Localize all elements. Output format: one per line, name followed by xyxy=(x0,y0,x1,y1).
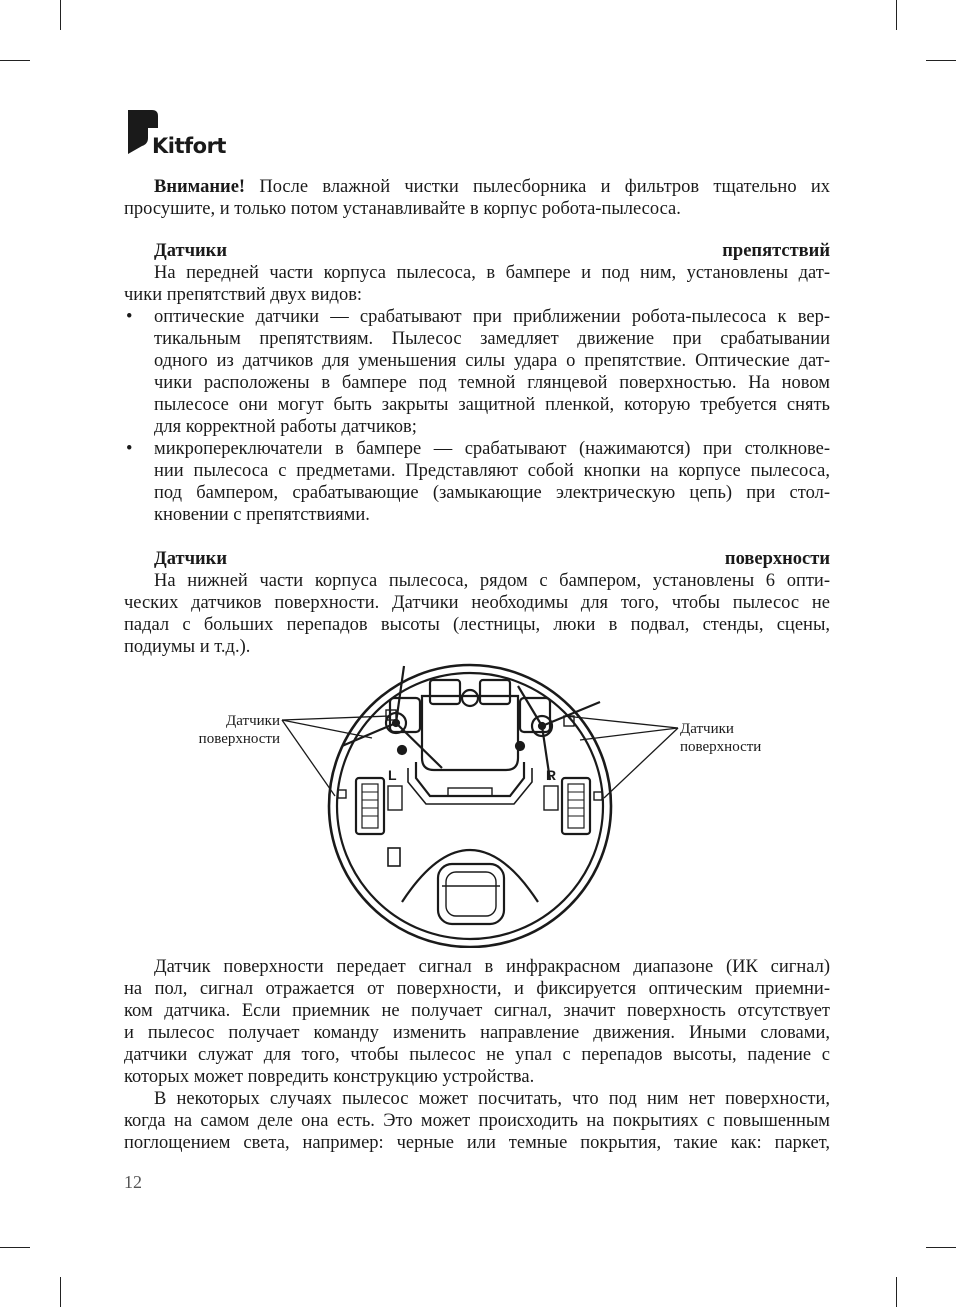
text-line: пылесосе они могут быть закрыты защитной пленкой, которую требуется снять xyxy=(154,395,830,415)
body-section xyxy=(124,956,830,1154)
list-item xyxy=(124,306,830,438)
robot-bottom-diagram xyxy=(180,658,780,948)
text-line: и пылесос получает команду изменить направление движения. Иными словами, xyxy=(124,1023,830,1043)
warning-text: После влажной чистки пылесборника и фильтров тщательно их xyxy=(245,177,830,197)
text-line: тикальным препятствиям. Пылесос замедляет движение при срабатывании xyxy=(154,329,830,349)
label-right: Датчики поверхности xyxy=(680,721,762,755)
text-line: микропереключатели в бампере — срабатывают (нажимаются) при столкнове- xyxy=(154,439,830,459)
bullet: • xyxy=(126,439,133,459)
bullet: • xyxy=(126,307,133,327)
text-line: подиумы и т.д.). xyxy=(124,637,251,657)
crop-mark xyxy=(896,0,897,30)
section-heading: Датчики препятствий xyxy=(154,241,830,261)
wheel-left-label: L xyxy=(388,767,397,783)
warning-block xyxy=(124,176,830,220)
text-line: На нижней части корпуса пылесоса, рядом с бампером, установлены 6 опти- xyxy=(154,571,830,591)
text-line: В некоторых случаях пылесос может посчитать, что под ним нет поверхности, xyxy=(154,1089,830,1109)
text-line: датчики служат для того, чтобы пылесос не упал с перепадов высоты, падение с xyxy=(124,1045,830,1065)
kitfort-logo xyxy=(126,108,236,160)
crop-mark xyxy=(0,60,30,61)
text-line: На передней части корпуса пылесоса, в бампере и под ним, установлены дат- xyxy=(154,263,830,283)
text-line: для корректной работы датчиков; xyxy=(154,417,417,437)
text-line: когда на самом деле она есть. Это может происходить на покрытиях с повышенным xyxy=(124,1111,830,1131)
warning-label: Внимание! xyxy=(154,177,246,197)
text-line: кновении с препятствиями. xyxy=(154,505,370,525)
text-line: чики расположены в бампере под темной глянцевой поверхностью. На новом xyxy=(154,373,830,393)
crop-mark xyxy=(926,60,956,61)
list-item xyxy=(124,438,830,526)
wheel-right-label: R xyxy=(546,767,557,783)
text-line: ком датчика. Если приемник не получает сигнал, значит поверхность отсутствует xyxy=(124,1001,830,1021)
text-line: ческих датчиков поверхности. Датчики необходимы для того, чтобы пылесос не xyxy=(124,593,830,613)
text-line: нии пылесоса с предметами. Представляют собой кнопки на корпусе пылесоса, xyxy=(154,461,830,481)
label-left: Датчики поверхности xyxy=(198,713,280,747)
text-line: одного из датчиков для уменьшения силы удара о препятствие. Оптические дат- xyxy=(154,351,830,371)
warning-text: просушите, и только потом устанавливайте в корпус робота-пылесоса. xyxy=(124,199,681,219)
crop-mark xyxy=(60,0,61,30)
obstacle-section xyxy=(124,240,830,526)
crop-mark xyxy=(926,1247,956,1248)
crop-mark xyxy=(896,1277,897,1307)
robot-vacuum-illustration xyxy=(180,658,780,948)
text-line: которых может повредить конструкцию устройства. xyxy=(124,1067,535,1087)
surface-section xyxy=(124,548,830,658)
text-line: чики препятствий двух видов: xyxy=(124,285,363,305)
text-line: поглощением света, например: черные или темные покрытия, такие как: паркет, xyxy=(124,1133,830,1153)
crop-mark xyxy=(0,1247,30,1248)
page-number: 12 xyxy=(124,1172,142,1192)
brand-name: Kitfort xyxy=(152,134,226,158)
text-line: оптические датчики — срабатывают при приближении робота-пылесоса к вер- xyxy=(154,307,830,327)
text-line: на пол, сигнал отражается от поверхности, и фиксируется оптическим приемни- xyxy=(124,979,830,999)
text-line: Датчик поверхности передает сигнал в инфракрасном диапазоне (ИК сигнал) xyxy=(154,957,830,977)
crop-mark xyxy=(60,1277,61,1307)
section-heading: Датчики поверхности xyxy=(154,549,830,569)
text-line: под бампером, срабатывающие (замыкающие электрическую цепь) при стол- xyxy=(154,483,830,503)
text-line: падал с больших перепадов высоты (лестницы, люки в подвал, стенды, сцены, xyxy=(124,615,830,635)
